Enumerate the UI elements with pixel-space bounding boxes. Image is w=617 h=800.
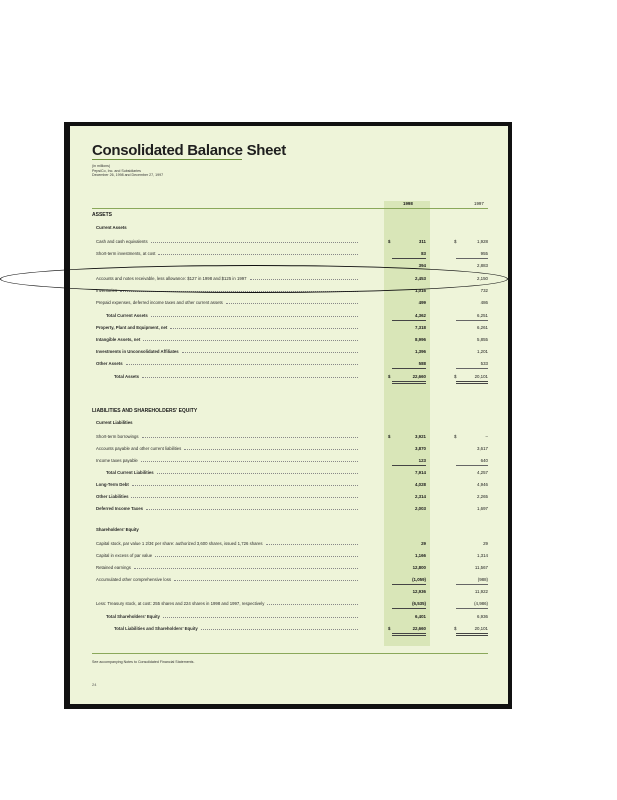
value-1997: 11,922 bbox=[474, 589, 488, 594]
leader-dots bbox=[226, 303, 358, 304]
value-1998: 2,314 bbox=[415, 494, 426, 499]
subtotal-rule-1997 bbox=[456, 608, 488, 609]
value-1998: 588 bbox=[418, 361, 426, 366]
table-row bbox=[70, 480, 508, 489]
value-1997: 1,314 bbox=[477, 553, 488, 558]
table-row bbox=[70, 372, 508, 381]
value-1997: – bbox=[485, 434, 488, 439]
leader-dots bbox=[151, 316, 358, 317]
leader-dots bbox=[142, 377, 358, 378]
currency-1998: $ bbox=[388, 239, 391, 244]
value-1998: 4,028 bbox=[415, 482, 426, 487]
value-1998: 6,401 bbox=[415, 614, 426, 619]
liabilities-heading: LIABILITIES AND SHAREHOLDERS' EQUITY bbox=[92, 408, 198, 414]
row-label: Deferred Income Taxes bbox=[96, 506, 143, 511]
value-1997: 20,101 bbox=[474, 374, 488, 379]
table-row bbox=[70, 587, 508, 596]
subtotal-rule-1997 bbox=[456, 584, 488, 585]
row-label: Income taxes payable bbox=[96, 458, 138, 463]
current-assets-heading: Current Assets bbox=[96, 225, 127, 230]
value-1998: 1,166 bbox=[415, 553, 426, 558]
value-1997: 6,251 bbox=[477, 313, 488, 318]
row-label: Other Assets bbox=[96, 361, 123, 366]
table-row bbox=[70, 624, 508, 633]
row-label: Intangible Assets, net bbox=[96, 337, 141, 342]
table-row bbox=[70, 563, 508, 572]
value-1998: (1,059) bbox=[412, 577, 426, 582]
currency-1997: $ bbox=[454, 434, 457, 439]
leader-dots bbox=[143, 340, 358, 341]
subtotal-rule-1998 bbox=[392, 584, 426, 585]
current-liabilities-heading: Current Liabilities bbox=[96, 420, 133, 425]
row-label: Accounts and notes receivable, less allowance: $127 in 1998 and $125 in 1997 bbox=[96, 276, 247, 281]
value-1997: 1,201 bbox=[477, 349, 488, 354]
table-row bbox=[70, 456, 508, 465]
value-1998: 1,016 bbox=[415, 288, 426, 293]
table-row bbox=[70, 311, 508, 320]
value-1997: 1,928 bbox=[477, 239, 488, 244]
subtotal-rule-1997 bbox=[456, 258, 488, 259]
table-row bbox=[70, 335, 508, 344]
leader-dots bbox=[157, 473, 358, 474]
subheading-company: PepsiCo, Inc. and Subsidiaries bbox=[92, 168, 141, 173]
leader-dots bbox=[182, 352, 358, 353]
value-1998: 12,936 bbox=[412, 589, 426, 594]
row-label: Cash and cash equivalents bbox=[96, 239, 148, 244]
row-label: Inventories bbox=[96, 288, 118, 293]
double-rule-1998 bbox=[392, 381, 426, 384]
currency-1997: $ bbox=[454, 626, 457, 631]
table-row bbox=[70, 359, 508, 368]
row-label: Property, Plant and Equipment, net bbox=[96, 325, 168, 330]
year-header-1998: 1998 bbox=[403, 201, 413, 206]
value-1998: (6,535) bbox=[412, 601, 426, 606]
value-1998: 499 bbox=[418, 300, 426, 305]
header-rule bbox=[92, 208, 488, 209]
currency-1998: $ bbox=[388, 434, 391, 439]
row-label: Total Assets bbox=[114, 374, 140, 379]
value-1997: 732 bbox=[480, 288, 488, 293]
currency-1998: $ bbox=[388, 374, 391, 379]
leader-dots bbox=[132, 485, 358, 486]
row-label: Total Current Liabilities bbox=[106, 470, 154, 475]
row-label: Total Liabilities and Shareholders' Equity bbox=[114, 626, 198, 631]
value-1998: 3,921 bbox=[415, 434, 426, 439]
double-rule-1997 bbox=[456, 381, 488, 384]
leader-dots bbox=[142, 437, 358, 438]
subheading-units: (in millions) bbox=[92, 164, 111, 168]
assets-heading: ASSETS bbox=[92, 212, 113, 218]
value-1998: 7,318 bbox=[415, 325, 426, 330]
value-1998: 8,996 bbox=[415, 337, 426, 342]
leader-dots bbox=[151, 242, 358, 243]
value-1998: 311 bbox=[418, 239, 426, 244]
value-1997: 2,150 bbox=[477, 276, 488, 281]
value-1998: 83 bbox=[421, 251, 426, 256]
value-1998: 7,914 bbox=[415, 470, 426, 475]
value-1997: 1,697 bbox=[477, 506, 488, 511]
leader-dots bbox=[146, 509, 358, 510]
row-label: Prepaid expenses, deferred income taxes and other current assets bbox=[96, 300, 223, 305]
double-rule-1998 bbox=[392, 633, 426, 636]
value-1997: 29 bbox=[483, 541, 488, 546]
value-1997: 11,567 bbox=[474, 565, 488, 570]
leader-dots bbox=[155, 556, 358, 557]
table-row bbox=[70, 539, 508, 548]
table-row bbox=[70, 612, 508, 621]
value-1997: 4,946 bbox=[477, 482, 488, 487]
page-title: Consolidated Balance Sheet bbox=[92, 142, 286, 159]
subheading bbox=[92, 164, 163, 178]
value-1997: 3,617 bbox=[477, 446, 488, 451]
value-1997: 955 bbox=[480, 251, 488, 256]
row-label: Retained earnings bbox=[96, 565, 131, 570]
row-label: Short-term investments, at cost bbox=[96, 251, 156, 256]
title-rule bbox=[92, 159, 242, 160]
subtotal-rule-1997 bbox=[456, 320, 488, 321]
value-1997: 5,855 bbox=[477, 337, 488, 342]
table-row bbox=[70, 249, 508, 258]
currency-1998: $ bbox=[388, 626, 391, 631]
subtotal-rule-1997 bbox=[456, 465, 488, 466]
row-label: Less: Treasury stock, at cost: 255 shares and 224 shares in 1998 and 1997, respectively bbox=[96, 601, 265, 606]
row-label: Investments in Unconsolidated Affiliates bbox=[96, 349, 179, 354]
table-row bbox=[70, 237, 508, 246]
value-1998: 4,362 bbox=[415, 313, 426, 318]
value-1997: 486 bbox=[480, 300, 488, 305]
leader-dots bbox=[158, 254, 358, 255]
row-label: Accumulated other comprehensive loss bbox=[96, 577, 171, 582]
subtotal-rule-1997 bbox=[456, 368, 488, 369]
subheading-dates: December 26, 1998 and December 27, 1997 bbox=[92, 173, 164, 178]
value-1998: 1,396 bbox=[415, 349, 426, 354]
highlight-ellipse bbox=[0, 265, 508, 293]
leader-dots bbox=[267, 604, 358, 605]
page-number: 24 bbox=[92, 682, 97, 687]
table-row bbox=[70, 551, 508, 560]
shareholders-equity-heading: Shareholders' Equity bbox=[96, 527, 139, 532]
value-1998: 2,453 bbox=[415, 276, 426, 281]
table-row bbox=[70, 298, 508, 307]
leader-dots bbox=[174, 580, 358, 581]
balance-sheet-page bbox=[70, 126, 508, 704]
table-row bbox=[70, 468, 508, 477]
table-row bbox=[70, 504, 508, 513]
row-label: Accounts payable and other current liabilities bbox=[96, 446, 182, 451]
footnote: See accompanying Notes to Consolidated Financial Statements. bbox=[92, 660, 195, 664]
leader-dots bbox=[141, 461, 358, 462]
value-1998: 3,870 bbox=[415, 446, 426, 451]
row-label: Capital stock, par value 1 2/3¢ per share: authorized 3,600 shares, issued 1,726 shares bbox=[96, 541, 263, 546]
value-1997: 6,936 bbox=[477, 614, 488, 619]
value-1998: 394 bbox=[418, 263, 426, 268]
row-label: Total Current Assets bbox=[106, 313, 148, 318]
value-1998: 2,003 bbox=[415, 506, 426, 511]
subtotal-rule-1998 bbox=[392, 608, 426, 609]
double-rule-1997 bbox=[456, 633, 488, 636]
value-1997: 640 bbox=[480, 458, 488, 463]
value-1998: 12,800 bbox=[412, 565, 426, 570]
row-label: Other Liabilities bbox=[96, 494, 129, 499]
leader-dots bbox=[131, 497, 358, 498]
leader-dots bbox=[163, 617, 358, 618]
leader-dots bbox=[170, 328, 358, 329]
value-1997: 4,257 bbox=[477, 470, 488, 475]
table-row bbox=[70, 347, 508, 356]
year-header-1997: 1997 bbox=[474, 201, 484, 206]
value-1998: 29 bbox=[421, 541, 426, 546]
value-1997: 20,101 bbox=[474, 626, 488, 631]
row-label: Capital in excess of par value bbox=[96, 553, 153, 558]
table-row bbox=[70, 599, 508, 608]
leader-dots bbox=[184, 449, 358, 450]
leader-dots bbox=[266, 544, 359, 545]
table-row bbox=[70, 575, 508, 584]
subtotal-rule-1998 bbox=[392, 258, 426, 259]
leader-dots bbox=[201, 629, 358, 630]
row-label: Long-Term Debt bbox=[96, 482, 129, 487]
subtotal-rule-1998 bbox=[392, 320, 426, 321]
row-label: Short-term borrowings bbox=[96, 434, 139, 439]
leader-dots bbox=[134, 568, 358, 569]
currency-1997: $ bbox=[454, 239, 457, 244]
leader-dots bbox=[126, 364, 358, 365]
table-row bbox=[70, 432, 508, 441]
table-row bbox=[70, 492, 508, 501]
subtotal-rule-1998 bbox=[392, 368, 426, 369]
value-1997: (4,986) bbox=[474, 601, 488, 606]
value-1998: 123 bbox=[418, 458, 426, 463]
value-1997: 2,883 bbox=[477, 263, 488, 268]
value-1998: 22,660 bbox=[412, 626, 426, 631]
value-1997: 6,261 bbox=[477, 325, 488, 330]
footer-rule bbox=[92, 653, 488, 654]
value-1997: 2,265 bbox=[477, 494, 488, 499]
value-1998: 22,660 bbox=[412, 374, 426, 379]
subtotal-rule-1998 bbox=[392, 465, 426, 466]
currency-1997: $ bbox=[454, 374, 457, 379]
table-row bbox=[70, 323, 508, 332]
value-1997: (988) bbox=[477, 577, 488, 582]
table-row bbox=[70, 444, 508, 453]
row-label: Total Shareholders' Equity bbox=[106, 614, 160, 619]
value-1997: 533 bbox=[480, 361, 488, 366]
